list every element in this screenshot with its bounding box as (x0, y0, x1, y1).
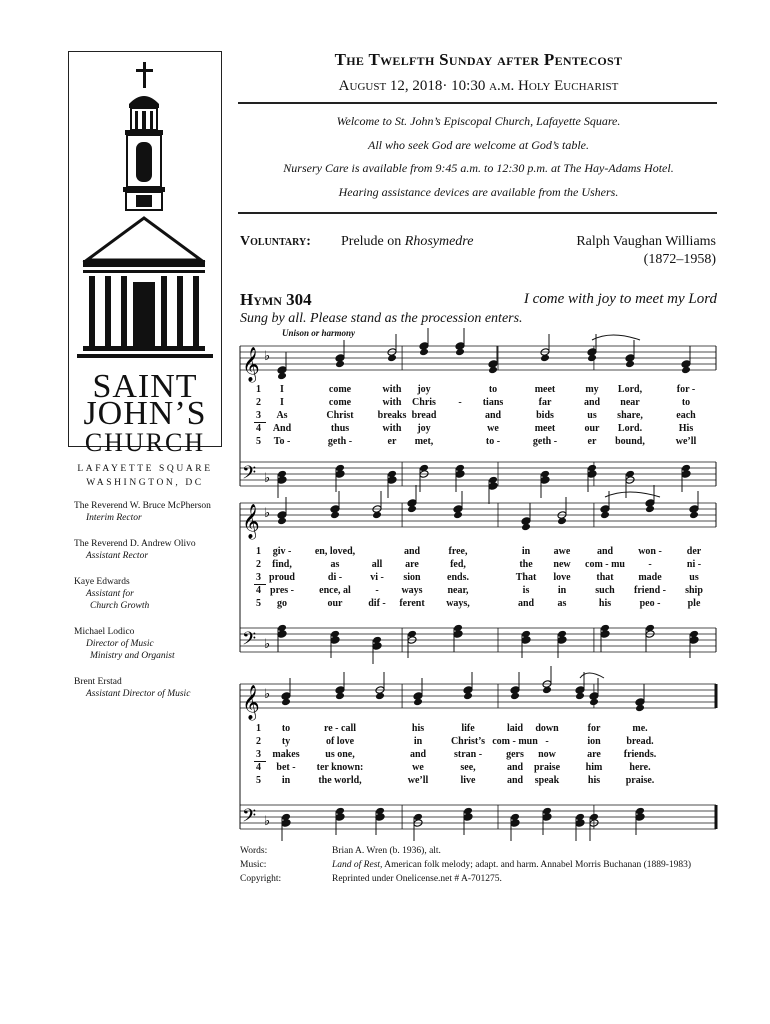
lyric-syllable: in (557, 585, 567, 596)
voluntary-composer: Ralph Vaughan Williams (576, 234, 716, 249)
voluntary-label: Voluntary: (240, 234, 311, 249)
logo-line-church: CHURCH (84, 428, 206, 457)
lyric-syllable: er (387, 436, 397, 447)
lyric-syllable: share, (617, 410, 643, 421)
note-head (645, 624, 655, 633)
lyric-syllable: live (460, 775, 476, 786)
note-head (589, 698, 599, 707)
lyric-syllable: That (515, 572, 537, 583)
key-flat-icon: ♭ (264, 471, 271, 486)
lyric-syllable: that (596, 572, 614, 583)
lyric-syllable: with (382, 423, 402, 434)
note-head (510, 692, 520, 701)
note-head (625, 470, 635, 479)
staff-name: The Reverend W. Bruce McPherson (74, 501, 211, 511)
note-head (540, 354, 550, 363)
lyric-syllable: the world, (318, 775, 362, 786)
bass-clef-icon: 𝄢 (242, 629, 257, 654)
lyric-syllable: and (403, 546, 421, 557)
verse-number: 5 (256, 436, 261, 447)
note-head (488, 366, 498, 375)
note-head (510, 813, 520, 822)
lyric-syllable: dif - (368, 598, 386, 609)
lyric-syllable: won - (638, 546, 662, 557)
staff-name: Michael Lodico (74, 627, 135, 637)
tune-name: Land of Rest, (332, 860, 383, 870)
verse-number: 3 (256, 749, 261, 760)
lyric-syllable: as (330, 559, 340, 570)
staff-role: Interim Rector (86, 513, 142, 523)
lyric-syllable: we’ll (675, 436, 697, 447)
note-head (335, 360, 345, 369)
lyric-syllable: joy (417, 384, 431, 395)
lyric-syllable: friends. (623, 749, 657, 760)
note-head (375, 692, 385, 701)
lyric-syllable: him (585, 762, 603, 773)
lyric-syllable: fed, (450, 559, 466, 570)
verse-number: 4 (256, 585, 261, 596)
lyric-syllable: near (620, 397, 640, 408)
staff-name: Brent Erstad (74, 677, 122, 687)
staff-role: Church Growth (90, 601, 150, 611)
lyric-syllable: to (488, 384, 498, 395)
note-head (277, 624, 287, 633)
voluntary-composer-dates: (1872–1958) (643, 252, 716, 267)
note-head (575, 692, 585, 701)
note-head (407, 505, 417, 514)
note-head (387, 470, 397, 479)
staff-name: The Reverend D. Andrew Olivo (74, 539, 196, 549)
lyric-syllable: of love (325, 736, 355, 747)
lyric-syllable: der (686, 546, 702, 557)
lyric-syllable: As (276, 410, 288, 421)
note-head (277, 372, 287, 381)
lyric-syllable: bread. (626, 736, 654, 747)
note-head (521, 630, 531, 639)
lyric-syllable: I (280, 384, 284, 395)
note-head (419, 464, 429, 473)
note-head (375, 807, 385, 816)
note-head (453, 624, 463, 633)
lyric-syllable: bet - (276, 762, 296, 773)
music-credit (332, 860, 691, 870)
welcome-line: Welcome to St. John’s Episcopal Church, Lafayette Square. (336, 114, 621, 128)
note-head (277, 517, 287, 526)
verse-number: 5 (256, 598, 261, 609)
verse-number: 2 (256, 397, 261, 408)
lyric-syllable: tians (482, 397, 504, 408)
verse-number: 3 (256, 572, 261, 583)
lyric-syllable: To - (273, 436, 291, 447)
hymn-instruction: Sung by all. Please stand as the procession enters. (240, 311, 523, 326)
verse-number: 1 (256, 384, 261, 395)
note-head (488, 476, 498, 485)
lyric-syllable: us one, (325, 749, 355, 760)
lyric-syllable: new (553, 559, 571, 570)
note-head (407, 630, 417, 639)
note-head (625, 360, 635, 369)
lyric-syllable: our (327, 598, 343, 609)
note-head (689, 630, 699, 639)
verse-underline (254, 422, 266, 423)
lyric-syllable: far (538, 397, 552, 408)
lyric-syllable: are (587, 749, 601, 760)
note-head (413, 813, 423, 822)
lyric-syllable: to (281, 723, 291, 734)
verse-underline (254, 761, 266, 762)
verse-number: 5 (256, 775, 261, 786)
key-flat-icon: ♭ (264, 349, 271, 364)
lyric-syllable: stran - (453, 749, 483, 760)
voluntary-prelude: Prelude on (341, 234, 405, 249)
note-head (600, 624, 610, 633)
lyric-syllable: His (678, 423, 694, 434)
lyric-syllable: Lord. (617, 423, 643, 434)
note-head (463, 692, 473, 701)
lyric-syllable: praise. (625, 775, 655, 786)
welcome-line: Nursery Care is available from 9:45 a.m. to 12:30 p.m. at The Hay-Adams Hotel. (283, 161, 674, 175)
key-flat-icon: ♭ (264, 506, 271, 521)
logo-line-saint: SAINT (92, 368, 198, 405)
note-head (635, 704, 645, 713)
staff-role: Assistant for (86, 589, 134, 599)
lyric-syllable: thus (330, 423, 350, 434)
lyric-syllable: - (648, 559, 652, 570)
lyric-syllable: com - mun (492, 736, 538, 747)
lyric-syllable: his (598, 598, 612, 609)
lyric-syllable: di - (327, 572, 343, 583)
lyric-syllable: as (557, 598, 567, 609)
lyric-syllable: and (583, 397, 601, 408)
verse-number: 3 (256, 410, 261, 421)
lyric-syllable: each (676, 410, 696, 421)
lyric-syllable: with (382, 397, 402, 408)
lyric-syllable: awe (553, 546, 571, 557)
note-head (635, 807, 645, 816)
lyric-syllable: his (411, 723, 425, 734)
lyric-syllable: and (596, 546, 614, 557)
note-head (645, 505, 655, 514)
lyric-syllable: vi - (370, 572, 384, 583)
lyric-syllable: come (328, 384, 352, 395)
lyric-syllable: now (538, 749, 556, 760)
lyric-syllable: ferent (399, 598, 425, 609)
lyric-syllable: our (584, 423, 600, 434)
lyric-syllable: see, (460, 762, 476, 773)
staff-name: Kaye Edwards (74, 577, 130, 587)
lyric-syllable: near, (447, 585, 469, 596)
lyric-syllable: bids (536, 410, 554, 421)
lyric-syllable: bound, (615, 436, 645, 447)
verse-underline (254, 584, 266, 585)
lyric-syllable: I (280, 397, 284, 408)
lyric-syllable: makes (272, 749, 300, 760)
note-head (463, 807, 473, 816)
lyric-syllable: and (484, 410, 502, 421)
note-head (372, 511, 382, 520)
lyric-syllable: meet (534, 384, 556, 395)
lyric-syllable: bread (411, 410, 437, 421)
hymn-credits (240, 846, 720, 888)
note-head (330, 511, 340, 520)
lyric-syllable: ship (685, 585, 703, 596)
lyric-syllable: ends. (447, 572, 469, 583)
lyric-syllable: speak (534, 775, 560, 786)
key-flat-icon: ♭ (264, 687, 271, 702)
note-head (600, 511, 610, 520)
slur (605, 492, 660, 497)
note-head (330, 630, 340, 639)
lyric-syllable: is (522, 585, 530, 596)
lyric-syllable: for (587, 723, 601, 734)
lyric-syllable: we (487, 423, 499, 434)
note-head (413, 698, 423, 707)
lyric-syllable: the (519, 559, 533, 570)
verse-number: 1 (256, 723, 261, 734)
logo-address-line-1: LAFAYETTE SQUARE (77, 464, 213, 474)
lyric-syllable: - (458, 397, 462, 408)
lyric-syllable: and (506, 775, 524, 786)
words-credit: Brian A. Wren (b. 1936), alt. (332, 846, 441, 856)
lyric-syllable: ence, al (319, 585, 351, 596)
lyric-syllable: me. (632, 723, 648, 734)
lyric-syllable: gers (506, 749, 524, 760)
lyric-syllable: with (382, 384, 402, 395)
lyric-syllable: and (409, 749, 427, 760)
note-head (335, 464, 345, 473)
logo-address-line-2: WASHINGTON, DC (86, 478, 204, 488)
lyric-syllable: praise (533, 762, 561, 773)
lyric-syllable: such (595, 585, 615, 596)
note-head (681, 464, 691, 473)
note-head (277, 470, 287, 479)
lyric-syllable: ion (587, 736, 601, 747)
verse-number: 2 (256, 736, 261, 747)
note-head (542, 686, 552, 695)
lyric-syllable: breaks (377, 410, 407, 421)
lyric-syllable: proud (269, 572, 295, 583)
staff-role: Assistant Director of Music (86, 689, 191, 699)
lyric-syllable: for - (676, 384, 696, 395)
note-head (681, 366, 691, 375)
note-head (453, 511, 463, 520)
verse-number: 1 (256, 546, 261, 557)
verse-number: 2 (256, 559, 261, 570)
lyric-syllable: ways, (446, 598, 470, 609)
lyric-syllable: ty (281, 736, 291, 747)
welcome-line: All who seek God are welcome at God’s table. (368, 138, 589, 152)
note-head (542, 807, 552, 816)
lyric-syllable: And (272, 423, 292, 434)
note-head (557, 517, 567, 526)
lyric-syllable: geth - (327, 436, 353, 447)
note-head (587, 354, 597, 363)
lyric-syllable: geth - (532, 436, 558, 447)
lyric-syllable: life (461, 723, 475, 734)
lyric-syllable: giv - (272, 546, 292, 557)
note-head (372, 636, 382, 645)
staff-role: Ministry and Organist (90, 651, 175, 661)
note-head (689, 511, 699, 520)
lyric-syllable: Christ (326, 410, 354, 421)
lyric-syllable: com - mu (585, 559, 625, 570)
verse-number: 4 (256, 423, 261, 434)
lyric-syllable: we (412, 762, 424, 773)
note-head (557, 630, 567, 639)
lyric-syllable: - (375, 585, 379, 596)
lyric-syllable: made (638, 572, 662, 583)
lyric-syllable: Christ’s (450, 736, 486, 747)
lyric-syllable: er (587, 436, 597, 447)
lyric-syllable: - (545, 736, 549, 747)
note-head (587, 464, 597, 473)
verse-number: 4 (256, 762, 261, 773)
hymn-title: I come with joy to meet my Lord (523, 291, 717, 307)
key-flat-icon: ♭ (264, 814, 271, 829)
note-head (521, 523, 531, 532)
lyric-syllable: to - (485, 436, 501, 447)
lyric-syllable: laid (506, 723, 524, 734)
lyric-syllable: love (553, 572, 571, 583)
note-head (455, 464, 465, 473)
lyric-syllable: are (405, 559, 419, 570)
lyric-syllable: ter known: (316, 762, 364, 773)
performance-note: Unison or harmony (282, 328, 356, 338)
lyric-syllable: here. (629, 762, 651, 773)
copyright-credit: Reprinted under Onelicense.net # A-701275. (332, 874, 502, 884)
lyric-syllable: in (521, 546, 531, 557)
lyric-syllable: joy (417, 423, 431, 434)
lyric-syllable: ni - (686, 559, 702, 570)
lyric-syllable: we’ll (407, 775, 429, 786)
bass-clef-icon: 𝄢 (242, 463, 257, 488)
welcome-line: Hearing assistance devices are available from the Ushers. (338, 185, 619, 199)
lyric-syllable: and (517, 598, 535, 609)
lyric-syllable: all (371, 559, 383, 570)
note-head (281, 698, 291, 707)
lyric-syllable: in (413, 736, 423, 747)
lyric-syllable: pres - (270, 585, 294, 596)
note-head (455, 348, 465, 357)
lyric-syllable: re - call (323, 723, 357, 734)
lyric-syllable: in (281, 775, 291, 786)
voluntary-piece-title: Rhosymedre (404, 234, 474, 249)
lyric-syllable: my (585, 384, 599, 395)
lyric-syllable: and (506, 762, 524, 773)
lyric-syllable: friend - (634, 585, 666, 596)
lyric-syllable: us (587, 410, 597, 421)
lyric-syllable: met, (414, 436, 434, 447)
lyric-syllable: go (277, 598, 287, 609)
lyric-syllable: Chris (412, 397, 436, 408)
note-head (335, 807, 345, 816)
page-title: The Twelfth Sunday after Pentecost (334, 50, 623, 69)
slur (592, 335, 640, 340)
treble-clef-icon: 𝄞 (242, 347, 260, 382)
lyric-syllable: us (689, 572, 699, 583)
lyric-syllable: meet (534, 423, 556, 434)
lyric-syllable: peo - (639, 598, 661, 609)
staff-role: Assistant Rector (86, 551, 149, 561)
service-subtitle: August 12, 2018· 10:30 a.m. Holy Eucharist (338, 78, 619, 94)
staff-role: Director of Music (86, 639, 154, 649)
key-flat-icon: ♭ (264, 637, 271, 652)
note-head (281, 813, 291, 822)
note-head (387, 354, 397, 363)
words-label: Words: (240, 846, 268, 856)
lyric-syllable: come (328, 397, 352, 408)
lyric-syllable: to (681, 397, 691, 408)
copyright-label: Copyright: (240, 874, 282, 884)
lyric-syllable: find, (272, 559, 292, 570)
note-head (335, 692, 345, 701)
note-head (540, 470, 550, 479)
music-credit-text: American folk melody; adapt. and harm. Annabel Morris Buchanan (1889-1983) (382, 860, 692, 870)
bass-clef-icon: 𝄢 (242, 806, 257, 831)
music-label: Music: (240, 860, 267, 870)
lyric-syllable: down (535, 723, 559, 734)
lyric-syllable: ways (401, 585, 423, 596)
lyric-syllable: free, (448, 546, 468, 557)
lyric-syllable: Lord, (617, 384, 643, 395)
lyric-syllable: ple (687, 598, 701, 609)
hymn-number: Hymn 304 (240, 290, 312, 309)
note-head (575, 813, 585, 822)
note-head (589, 813, 599, 822)
lyric-syllable: his (587, 775, 601, 786)
logo-line-johns: JOHN’S (83, 395, 207, 432)
treble-clef-icon: 𝄞 (242, 504, 260, 539)
lyric-syllable: sion (403, 572, 421, 583)
lyric-syllable: en, loved, (314, 546, 356, 557)
note-head (419, 348, 429, 357)
treble-clef-icon: 𝄞 (242, 685, 260, 720)
